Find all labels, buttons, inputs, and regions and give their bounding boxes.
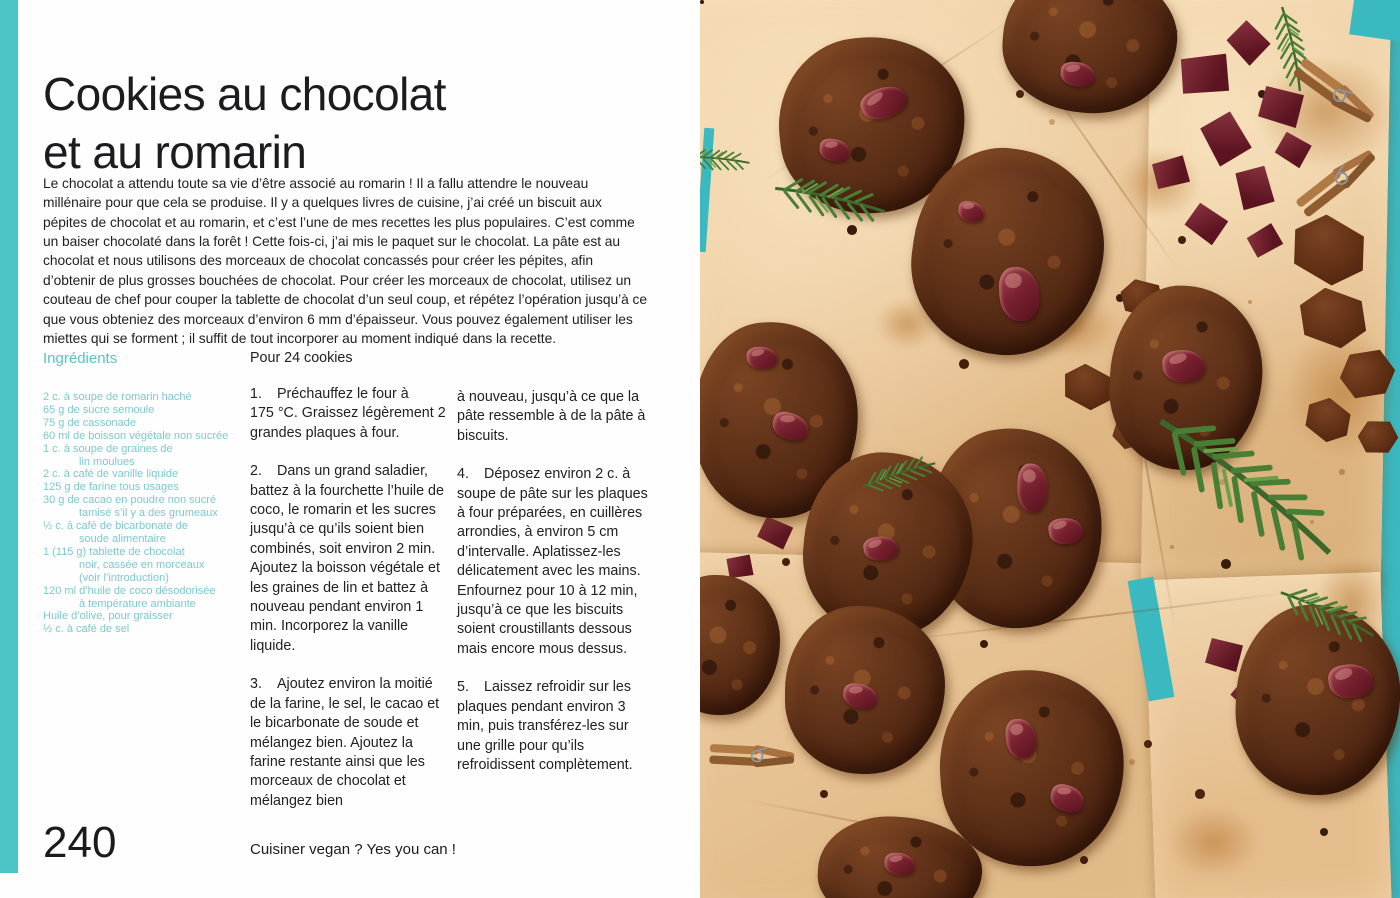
steps-column-2 (457, 388, 655, 794)
recipe-photo (700, 0, 1400, 898)
ingredient-text: Huile d’olive, pour graisser (43, 610, 173, 623)
title-line-1: Cookies au chocolat (43, 67, 446, 120)
clothespin (707, 740, 798, 773)
ingredients-column (43, 350, 249, 636)
ingredient-text: 1 (115 g) tablette de chocolat (43, 545, 185, 558)
ingredient-text: 65 g de sucre semoule (43, 403, 155, 416)
ingredient-line (43, 443, 249, 456)
ingredient-line (43, 585, 249, 598)
steps-list-2 (457, 388, 655, 775)
chocolate-chunk (1327, 661, 1375, 701)
ingredient-text: 2 c. à café de vanille liquide (43, 468, 179, 481)
cookie-crumbs (700, 0, 704, 4)
ingredients-heading: Ingrédients (43, 350, 118, 367)
step-text: Déposez environ 2 c. à soupe de pâte sur les plaques à four préparées, en cuillères arrondies, à environ 5 cm d’intervalle. Aplatissez-les délicatement avec les mains. Enfournez pour 10 à 12 min, jusqu’à ce que les biscuits soient croustillants dessous mais encore mous dessus. (457, 466, 648, 657)
step-number: 5. (457, 679, 469, 696)
ingredient-line (43, 404, 249, 417)
step-text: Ajoutez environ la moitié de la farine, le sel, le cacao et le bicarbonate de soude et mélangez bien. Ajoutez la farine restante ainsi que les morceaux de chocolat et mélangez bien (250, 676, 440, 809)
chocolate-chunk (746, 346, 777, 370)
page-number: 240 (43, 818, 117, 867)
ingredient-text: 30 g de cacao en poudre non sucré (43, 494, 217, 507)
ingredient-line (43, 417, 249, 430)
recipe-step (250, 462, 448, 656)
recipe-step (250, 675, 448, 811)
ingredient-text: 120 ml d’huile de coco désodorisée (43, 584, 216, 597)
chocolate-chunk (884, 852, 915, 876)
ingredient-text: 1 c. à soupe de graines de (43, 442, 173, 455)
step-text: à nouveau, jusqu’à ce que la pâte ressemble à de la pâte à biscuits. (457, 389, 646, 444)
table-gap (1349, 0, 1400, 41)
ingredient-text: 2 c. à soupe de romarin haché (43, 391, 192, 403)
chocolate-chunk (1047, 781, 1087, 815)
ingredient-text: lin moulues (79, 455, 135, 468)
ingredient-text: tamisé s’il y a des grumeaux (79, 507, 218, 520)
title-line-2: et au romarin (43, 125, 307, 178)
rosemary-sprig (700, 143, 753, 177)
chocolate-chunk (1161, 348, 1206, 384)
recipe-step (457, 388, 655, 446)
ingredient-line (43, 559, 249, 572)
step-text: Dans un grand saladier, battez à la fourchette l’huile de coco, le romarin et les sucres jusqu’à ce qu’ils soient bien combinés, soit environ 2 min. Ajoutez la boisson végétale et les graines de lin et battez à nouveau pendant environ 1 min. Incorporez la vanille liquide. (250, 463, 444, 654)
book-tagline: Cuisiner vegan ? Yes you can ! (250, 841, 456, 858)
steps-list-1 (250, 385, 448, 811)
ingredient-line (43, 610, 249, 623)
chocolate-chunk (1060, 61, 1096, 87)
recipe-intro: Le chocolat a attendu toute sa vie d’être associé au romarin ! Il a fallu attendre le nouveau millénaire pour que cela se produise. Il y a quelques livres de cuisine, j’ai créé un biscuit aux pépites de chocolat et au romarin, et c’est l’une de mes recettes les plus populaires. C’est comme un baiser chocolaté dans la forêt ! Cette fois-ci, j’ai mis le paquet sur le chocolat. La pâte est au chocolat et nous utilisons des morceaux de chocolat concassés pour créer les pépites, afin d’obtenir de plus grosses bouchées de chocolat. Pour créer les morceaux de chocolat, utilisez un couteau de chef pour couper la tablette de chocolat d’un seul coup, et répétez l’opération jusqu’à ce que vous obteniez des morceaux d’environ 6 mm d’épaisseur. Vous pouvez également utiliser les miettes qui se forment ; il suffit de tout incorporer au moment indiqué dans la recette. (43, 175, 647, 347)
ingredient-line (43, 623, 249, 636)
chocolate-chunk (841, 682, 878, 710)
step-number: 4. (457, 466, 469, 483)
ingredient-line (43, 533, 249, 546)
ingredient-line (43, 481, 249, 494)
ingredient-text: à température ambiante (79, 597, 196, 610)
accent-bar (0, 0, 18, 873)
cookie (785, 606, 945, 774)
ingredient-text: noir, cassée en morceaux (79, 558, 205, 571)
ingredient-line (43, 546, 249, 559)
step-number: 1. (250, 386, 262, 402)
ingredient-text: 60 ml de boisson végétale non sucrée (43, 429, 229, 442)
recipe-step (457, 465, 655, 659)
chocolate-chunk (998, 266, 1040, 321)
ingredient-line (43, 468, 249, 481)
ingredient-text: ½ c. à café de bicarbonate de (43, 520, 188, 533)
yield-line: Pour 24 cookies (250, 350, 353, 366)
ingredient-line (43, 520, 249, 533)
recipe-step (250, 385, 448, 443)
ingredient-text: 75 g de cassonade (43, 416, 136, 429)
ingredient-text: 125 g de farine tous usages (43, 481, 179, 494)
ingredient-line (43, 391, 249, 404)
ingredient-text: soude alimentaire (79, 532, 166, 545)
paper-stain (1168, 806, 1260, 878)
recipe-step (457, 678, 655, 775)
chocolate-chunk (857, 80, 911, 126)
ingredient-line (43, 598, 249, 611)
ingredient-line (43, 430, 249, 443)
chocolate-chunk (818, 138, 850, 163)
step-number: 3. (250, 676, 262, 693)
ingredient-text: (voir l’introduction) (79, 571, 169, 584)
chocolate-chunk (957, 200, 986, 223)
ingredient-line (43, 507, 249, 520)
step-number: 2. (250, 463, 262, 480)
chocolate-chunk (1016, 463, 1048, 513)
ingredients-list (43, 391, 249, 636)
ingredient-line (43, 456, 249, 469)
chocolate-chunk (1047, 516, 1084, 546)
chocolate-chunk (770, 409, 812, 443)
steps-column-1 (250, 350, 448, 830)
chocolate-chunk (862, 534, 899, 563)
step-text: Préchauffez le four à 175 °C. Graissez légèrement 2 grandes plaques à four. (250, 386, 446, 441)
chocolate-chunk (1005, 718, 1038, 760)
step-text: Laissez refroidir sur les plaques pendant environ 3 min, puis transférez-les sur une grille pour qu’ils refroidissent complètement. (457, 679, 633, 773)
ingredient-text: ½ c. à café de sel (43, 623, 130, 636)
ingredient-line (43, 494, 249, 507)
ingredient-line (43, 572, 249, 585)
page-title (43, 65, 446, 181)
